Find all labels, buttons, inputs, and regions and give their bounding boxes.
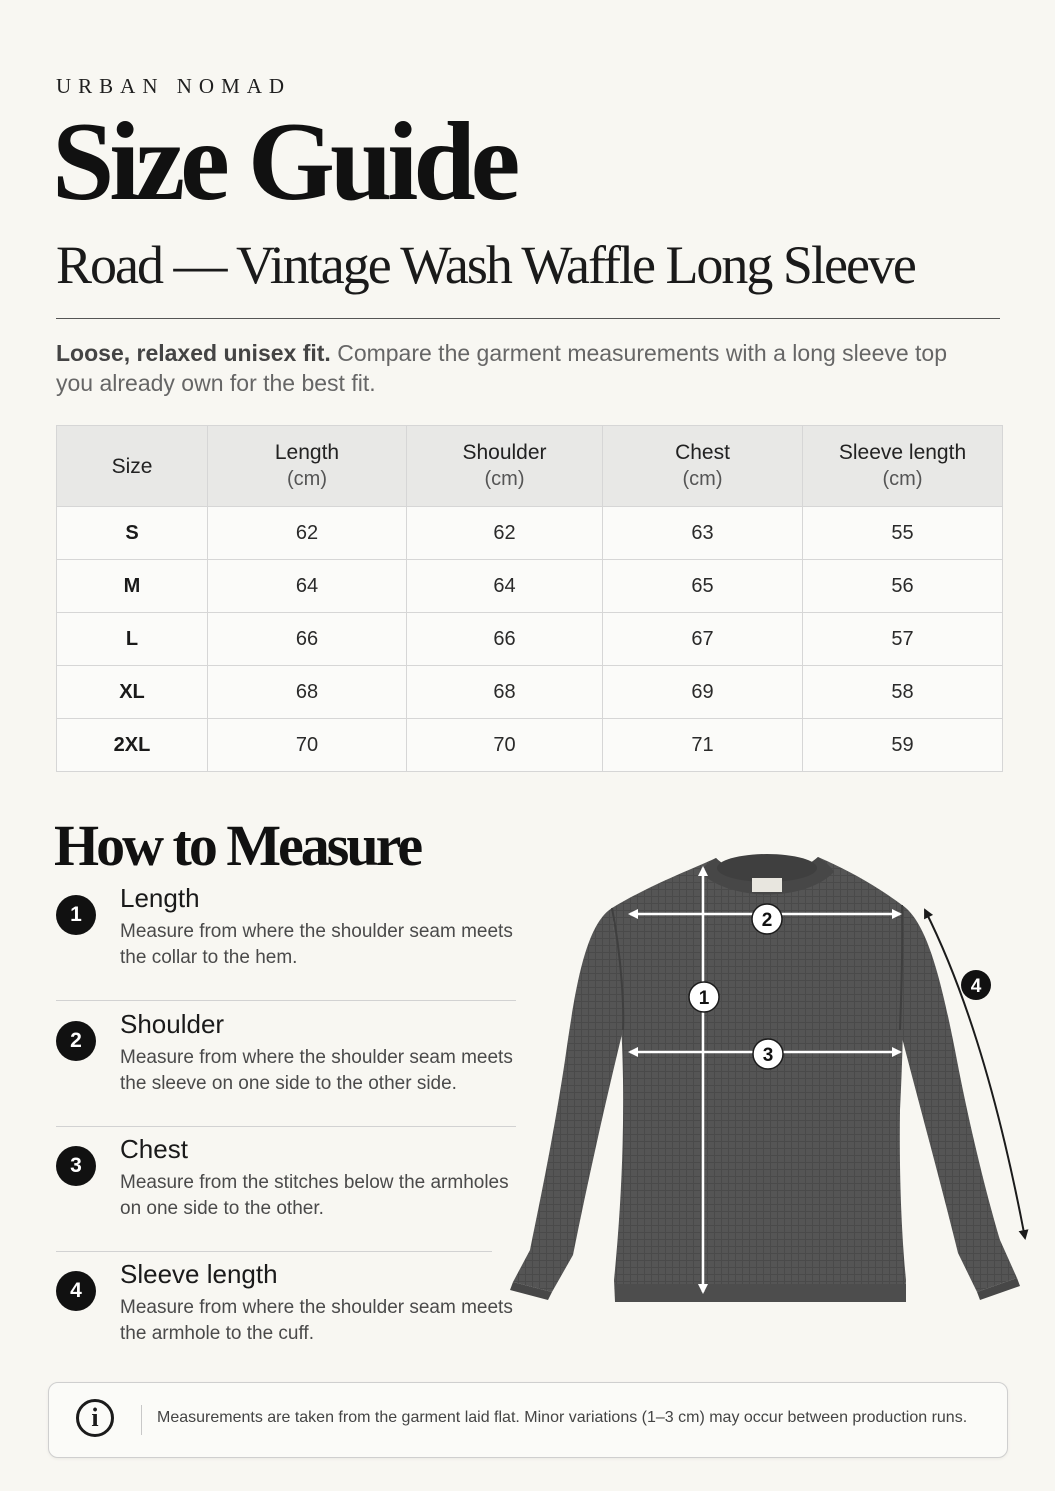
- sleeve-length-cell: 56: [803, 560, 1003, 613]
- note-text: Measurements are taken from the garment laid flat. Minor variations (1–3 cm) may occur between production runs.: [157, 1409, 968, 1426]
- step-label: Sleeve length: [120, 1259, 278, 1289]
- chest-cell: 65: [603, 560, 803, 613]
- size-cell: 2XL: [57, 719, 208, 772]
- step-description: Measure from where the shoulder seam meets the collar to the hem.: [120, 921, 513, 968]
- shoulder-cell: 68: [407, 666, 603, 719]
- table-row: [57, 666, 1003, 719]
- step-divider: [56, 1126, 516, 1127]
- shoulder-cell: 64: [407, 560, 603, 613]
- step-description: Measure from the stitches below the armholes on one side to the other.: [120, 1172, 509, 1219]
- length-cell: 64: [208, 560, 407, 613]
- step-number-badge: 2: [56, 1021, 96, 1061]
- step-description: Measure from where the shoulder seam meets the armhole to the cuff.: [120, 1297, 513, 1344]
- marker-1: [689, 982, 719, 1012]
- chest-cell: 71: [603, 719, 803, 772]
- how-to-measure-heading: How to Measure: [54, 813, 421, 878]
- step-label: Shoulder: [120, 1009, 225, 1039]
- size-cell: S: [57, 507, 208, 560]
- table-row: [57, 507, 1003, 560]
- fit-summary: Loose, relaxed unisex fit.: [56, 340, 331, 366]
- page-title: Size Guide: [52, 100, 516, 224]
- garment-right-sleeve: [900, 905, 1017, 1292]
- column-header-sleeve-length: Sleeve length (cm): [803, 426, 1003, 507]
- size-table: [56, 425, 1003, 772]
- marker-4: [961, 970, 991, 1000]
- step-number-badge: 1: [56, 895, 96, 935]
- garment-left-sleeve: [513, 908, 623, 1292]
- size-cell: M: [57, 560, 208, 613]
- chest-cell: 67: [603, 613, 803, 666]
- fit-description: [56, 338, 956, 398]
- length-cell: 70: [208, 719, 407, 772]
- garment-measurement-diagram: [505, 845, 1035, 1315]
- shoulder-cell: 62: [407, 507, 603, 560]
- sleeve-length-cell: 59: [803, 719, 1003, 772]
- step-number-badge: 4: [56, 1271, 96, 1311]
- table-row: [57, 560, 1003, 613]
- length-cell: 68: [208, 666, 407, 719]
- note-separator: [141, 1405, 142, 1435]
- measurement-note: [48, 1382, 1008, 1458]
- table-row: [57, 613, 1003, 666]
- marker-3: [753, 1039, 783, 1069]
- size-cell: L: [57, 613, 208, 666]
- info-icon: i: [76, 1399, 114, 1437]
- chest-cell: 69: [603, 666, 803, 719]
- table-row: [57, 719, 1003, 772]
- garment-label-tag: [752, 878, 782, 892]
- marker-2: [752, 904, 782, 934]
- step-divider: [56, 1000, 516, 1001]
- brand-name: URBAN NOMAD: [56, 74, 292, 98]
- chest-cell: 63: [603, 507, 803, 560]
- table-header-row: [57, 426, 1003, 507]
- column-header-shoulder: Shoulder (cm): [407, 426, 603, 507]
- fit-advice: Compare the garment measurements with a long sleeve top you already own for the best fit.: [56, 340, 948, 396]
- sleeve-length-cell: 58: [803, 666, 1003, 719]
- column-header-chest: Chest (cm): [603, 426, 803, 507]
- sleeve-length-cell: 55: [803, 507, 1003, 560]
- step-label: Length: [120, 883, 200, 913]
- step-number-badge: 3: [56, 1146, 96, 1186]
- svg-text:3: 3: [762, 1045, 774, 1066]
- product-name: Road — Vintage Wash Waffle Long Sleeve: [56, 235, 915, 295]
- column-header-size: Size: [57, 426, 208, 507]
- svg-text:1: 1: [698, 988, 710, 1009]
- column-header-length: Length (cm): [208, 426, 407, 507]
- shoulder-cell: 66: [407, 613, 603, 666]
- step-divider: [56, 1251, 492, 1252]
- step-label: Chest: [120, 1134, 188, 1164]
- shoulder-cell: 70: [407, 719, 603, 772]
- step-description: Measure from where the shoulder seam meets the sleeve on one side to the other side.: [120, 1047, 513, 1094]
- svg-text:2: 2: [761, 910, 773, 931]
- length-cell: 62: [208, 507, 407, 560]
- length-cell: 66: [208, 613, 407, 666]
- sleeve-length-cell: 57: [803, 613, 1003, 666]
- size-cell: XL: [57, 666, 208, 719]
- header-divider: [56, 318, 1000, 319]
- svg-text:4: 4: [970, 976, 982, 997]
